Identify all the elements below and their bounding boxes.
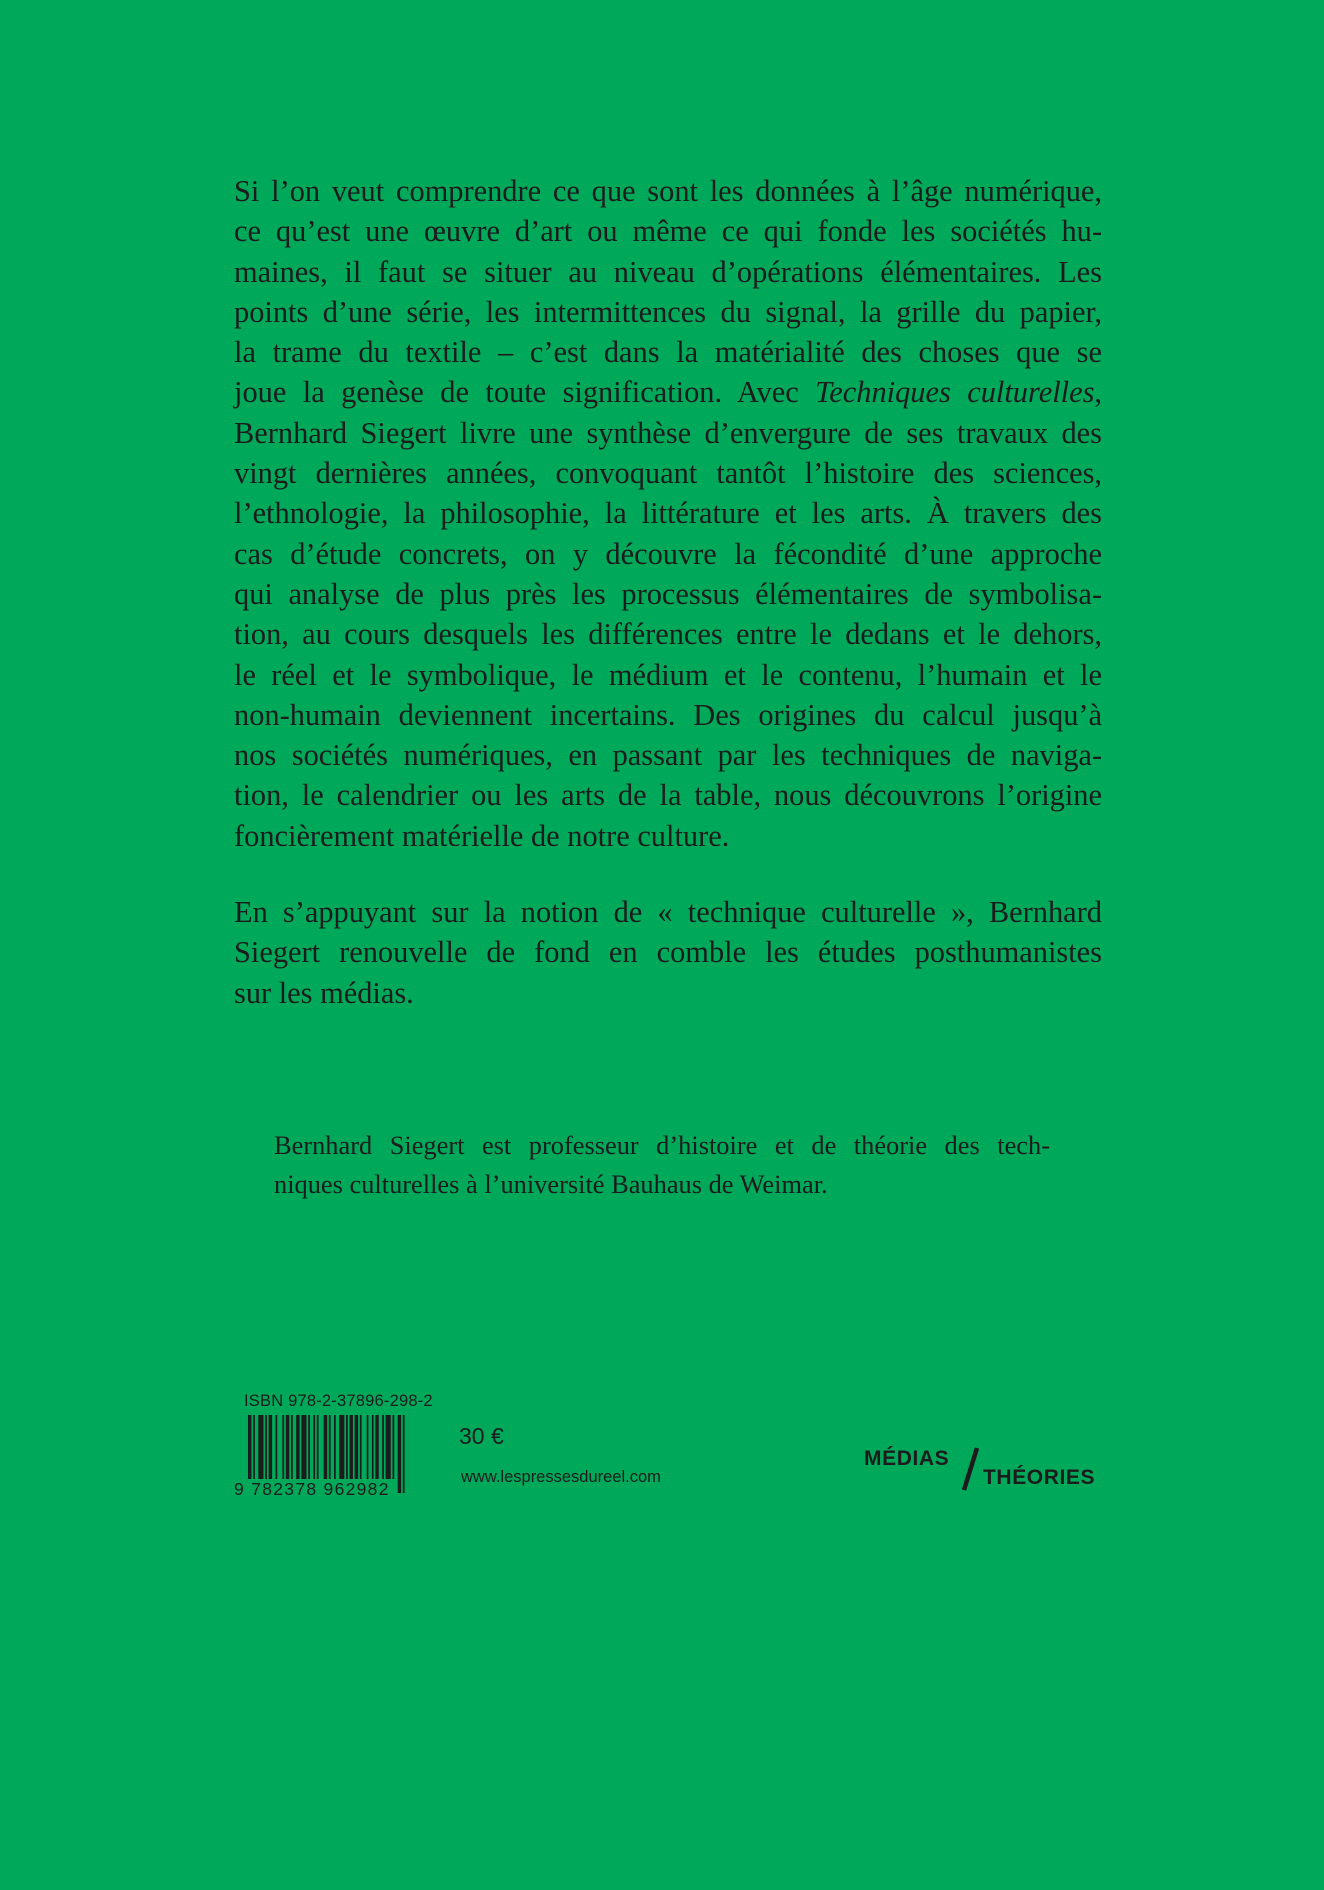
barcode-bar	[265, 1415, 267, 1479]
barcode-bar	[301, 1415, 306, 1479]
barcode-bar	[313, 1415, 315, 1479]
barcode-bar	[258, 1415, 263, 1479]
text-line: foncièrement matérielle de notre culture.	[234, 818, 730, 853]
text-line: En s’appuyant sur la notion de « technique culturelle », Bernhard	[234, 895, 1102, 929]
second-paragraph	[234, 892, 1102, 1013]
barcode-bar	[386, 1415, 391, 1479]
barcode-bar	[375, 1415, 378, 1479]
barcode-bar	[291, 1415, 293, 1479]
text-line: nos sociétés numériques, en passant par les techniques de naviga-	[234, 738, 1102, 773]
line-suffix: ,	[1094, 375, 1103, 410]
collection-word-theories: THÉORIES	[983, 1466, 1096, 1489]
text-line: cas d’étude concrets, on y découvre la fécondité d’une approche	[234, 536, 1102, 571]
text-line: l’ethnologie, la philosophie, la littérature et les arts. À travers des	[234, 496, 1102, 531]
barcode-bar	[360, 1415, 362, 1479]
barcode-bar	[276, 1415, 278, 1479]
barcode-bar	[269, 1415, 272, 1479]
barcode-bar	[308, 1415, 310, 1479]
text-line: tion, au cours desquels les différences entre le dedans et le dehors,	[234, 617, 1102, 652]
text-line: Si l’on veut comprendre ce que sont les données à l’âge numérique,	[234, 174, 1102, 208]
text-line: le réel et le symbolique, le médium et le contenu, l’humain et le	[234, 657, 1102, 692]
website-link[interactable]: www.lespressesdureel.com	[461, 1468, 661, 1486]
text-line: sur les médias.	[234, 975, 414, 1010]
barcode-bar	[355, 1415, 358, 1479]
text-line: vingt dernières années, convoquant tantôt l’histoire des sciences,	[234, 456, 1102, 491]
barcode-bar	[286, 1415, 289, 1479]
barcode-digits: 9 782378 962982	[234, 1479, 390, 1499]
text-line: la trame du textile – c’est dans la matérialité des choses que se	[234, 335, 1102, 370]
text-line: Bernhard Siegert livre une synthèse d’envergure de ses travaux des	[234, 415, 1102, 450]
line-prefix: joue la genèse de toute signification. Avec	[234, 375, 816, 410]
barcode-bar	[339, 1415, 344, 1479]
barcode-bar	[334, 1415, 336, 1479]
text-line: Bernhard Siegert est professeur d’histoire et de théorie des tech-	[274, 1130, 1050, 1160]
barcode-bar	[346, 1415, 348, 1479]
text-line: tion, le calendrier ou les arts de la table, nous découvrons l’origine	[234, 778, 1102, 813]
barcode-bar	[382, 1415, 384, 1479]
text-line: points d’une série, les intermittences du signal, la grille du papier,	[234, 294, 1102, 329]
collection-word-medias: MÉDIAS	[864, 1447, 950, 1470]
text-line: non-humain deviennent incertains. Des origines du calcul jusqu’à	[234, 697, 1102, 732]
barcode-bar	[282, 1415, 284, 1479]
book-title: Techniques culturelles	[815, 375, 1095, 410]
barcode-bar	[393, 1415, 395, 1479]
price: 30 €	[459, 1423, 504, 1449]
isbn-label: ISBN 978-2-37896-298-2	[244, 1392, 433, 1410]
barcode-bar	[350, 1415, 353, 1479]
barcode-bar	[317, 1415, 319, 1479]
text-line-with-title	[234, 372, 1102, 412]
main-paragraph	[234, 171, 1102, 856]
barcode-bar	[372, 1415, 374, 1479]
barcode-bar	[296, 1415, 299, 1479]
text-line: ce qu’est une œuvre d’art ou même ce qui fonde les sociétés hu-	[234, 214, 1102, 249]
collection-logo	[864, 1442, 1104, 1494]
text-line: niques culturelles à l’université Bauhaus de Weimar.	[274, 1169, 828, 1199]
barcode-bar	[403, 1415, 405, 1493]
text-line: maines, il faut se situer au niveau d’opérations élémentaires. Les	[234, 254, 1102, 289]
text-line: Siegert renouvelle de fond en comble les études posthumanistes	[234, 935, 1102, 970]
text-line: qui analyse de plus près les processus élémentaires de symbolisa-	[234, 576, 1102, 611]
author-bio	[274, 1126, 1050, 1204]
slash-icon	[959, 1446, 981, 1492]
barcode-bar	[367, 1415, 369, 1479]
barcode-bar	[324, 1415, 327, 1479]
barcode-bar	[398, 1415, 401, 1493]
